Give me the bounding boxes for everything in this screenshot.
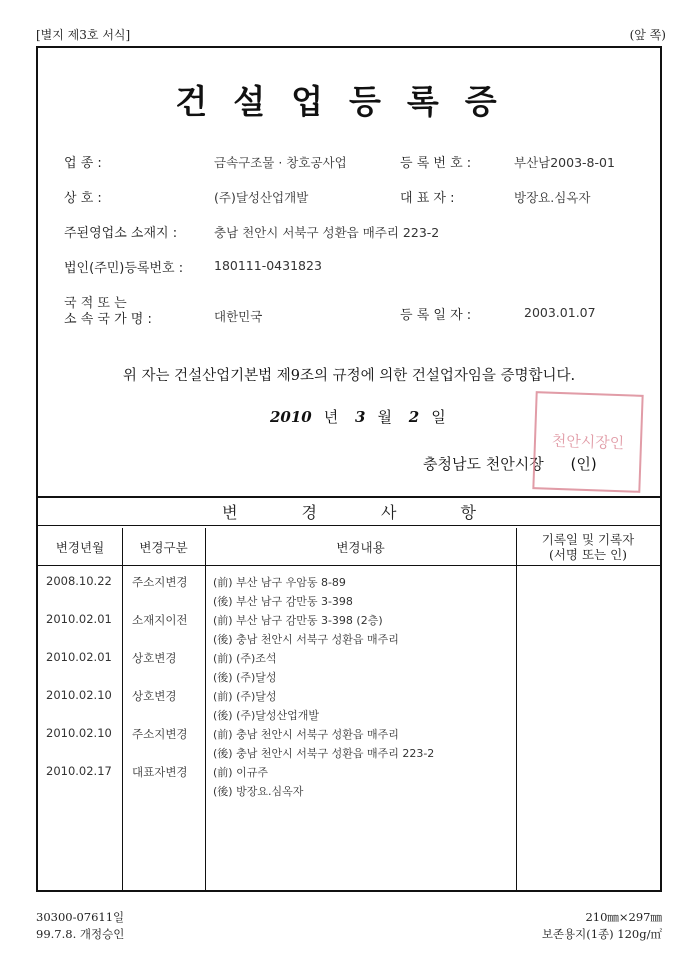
col-header-recorder	[516, 532, 660, 562]
certificate-body	[38, 48, 660, 496]
certification-statement: 위 자는 건설산업기본법 제9조의 규정에 의한 건설업자임을 증명합니다.	[122, 368, 576, 384]
office-location-value: 충남 천안시 서북구 성환읍 매주리 223-2	[214, 225, 440, 240]
business-type-value: 금속구조물 · 창호공사업	[214, 155, 347, 170]
table-row-date: 2008.10.22	[46, 574, 112, 588]
detail-after: (後) 방장요.심옥자	[213, 785, 304, 798]
table-row-type: 주소지변경	[132, 727, 188, 741]
table-row-date: 2010.02.01	[46, 612, 112, 626]
col-header-recorder-line2: (서명 또는 인)	[548, 547, 628, 562]
changes-title: 변경사항	[38, 496, 660, 526]
table-row-date: 2010.02.17	[46, 764, 112, 778]
certificate-frame	[36, 46, 662, 892]
col-header-date: 변경년월	[55, 540, 105, 555]
nationality-label-line1: 국 적 또 는	[64, 296, 127, 311]
detail-before: (前) 충남 천안시 서북구 성환읍 매주리	[213, 728, 399, 741]
detail-after: (後) 충남 천안시 서북구 성환읍 매주리	[213, 633, 399, 646]
detail-before: (前) 이규주	[213, 766, 268, 779]
representative-label: 대 표 자 :	[400, 191, 455, 206]
issue-year: 2010	[270, 408, 312, 426]
column-divider	[205, 528, 206, 890]
table-row-type: 주소지변경	[132, 575, 188, 589]
reg-number-label: 등 록 번 호 :	[400, 156, 472, 171]
nationality-label-line2: 소 속 국 가 명 :	[64, 312, 152, 327]
business-type-label: 업 종 :	[64, 156, 102, 171]
table-row-type: 상호변경	[132, 689, 177, 703]
detail-before: (前) 부산 남구 우암동 8-89	[213, 576, 346, 589]
changes-section	[38, 496, 660, 798]
table-row-detail	[213, 725, 434, 763]
table-row-date: 2010.02.01	[46, 650, 112, 664]
issue-month: 3	[355, 408, 366, 426]
issuer-name: 충청남도 천안시장	[423, 455, 544, 473]
page-side-label: (앞 쪽)	[629, 28, 666, 42]
office-location-label: 주된영업소 소재지 :	[64, 226, 178, 241]
table-row-date: 2010.02.10	[46, 726, 112, 740]
detail-before: (前) (주)조석	[213, 652, 277, 665]
representative-value: 방장요.심옥자	[514, 190, 591, 205]
column-divider	[122, 528, 123, 890]
corp-number-value: 180111-0431823	[214, 258, 322, 273]
detail-before: (前) 부산 남구 감만동 3-398 (2층)	[213, 614, 383, 627]
table-row-detail	[213, 649, 277, 687]
paper-size: 210㎜×297㎜	[585, 910, 662, 924]
table-row-type: 대표자변경	[132, 765, 188, 779]
official-seal-stamp	[532, 391, 643, 493]
issue-month-unit: 월	[377, 408, 392, 426]
paper-spec: 보존용지(1종) 120g/㎡	[541, 927, 662, 941]
detail-after: (後) 충남 천안시 서북구 성환읍 매주리 223-2	[213, 747, 435, 760]
reg-date-value: 2003.01.07	[524, 305, 596, 320]
table-row-type: 소재지이전	[132, 613, 188, 627]
issue-date	[258, 406, 446, 427]
detail-after: (後) 부산 남구 감만동 3-398	[213, 595, 353, 608]
trade-name-label: 상 호 :	[64, 191, 102, 206]
certificate-title: 건설업등록증	[175, 82, 523, 121]
col-header-type: 변경구분	[139, 540, 188, 555]
table-row-detail	[213, 611, 399, 649]
table-row-detail	[213, 573, 353, 611]
footer-left	[36, 909, 124, 943]
issue-day-unit: 일	[431, 408, 446, 426]
reg-date-label: 등 록 일 자 :	[400, 308, 472, 323]
table-row-type: 상호변경	[132, 651, 177, 665]
form-number-label: [별지 제3호 서식]	[36, 28, 131, 42]
col-header-detail: 변경내용	[336, 540, 385, 555]
seal-label: (인)	[570, 455, 597, 473]
approval-note: 99.7.8. 개정승인	[36, 927, 125, 941]
header-divider	[38, 565, 660, 566]
issue-year-unit: 년	[323, 408, 339, 426]
table-row-detail	[213, 763, 303, 801]
footer-right	[542, 909, 662, 943]
form-code: 30300-07611일	[36, 910, 125, 924]
trade-name-value: (주)달성산업개발	[214, 190, 309, 205]
table-row-date: 2010.02.10	[46, 688, 112, 702]
col-header-recorder-line1: 기록일 및 기록자	[541, 532, 635, 547]
table-row-detail	[213, 687, 319, 725]
corp-number-label: 법인(주민)등록번호 :	[64, 261, 184, 276]
reg-number-value: 부산남2003-8-01	[514, 155, 615, 170]
detail-before: (前) (주)달성	[213, 690, 277, 703]
detail-after: (後) (주)달성산업개발	[213, 709, 320, 722]
stamp-text: 천안시장인	[551, 431, 625, 452]
issue-day: 2	[408, 408, 420, 426]
nationality-value: 대한민국	[214, 309, 263, 324]
column-divider	[516, 528, 517, 890]
detail-after: (後) (주)달성	[213, 671, 277, 684]
changes-table	[38, 528, 660, 890]
